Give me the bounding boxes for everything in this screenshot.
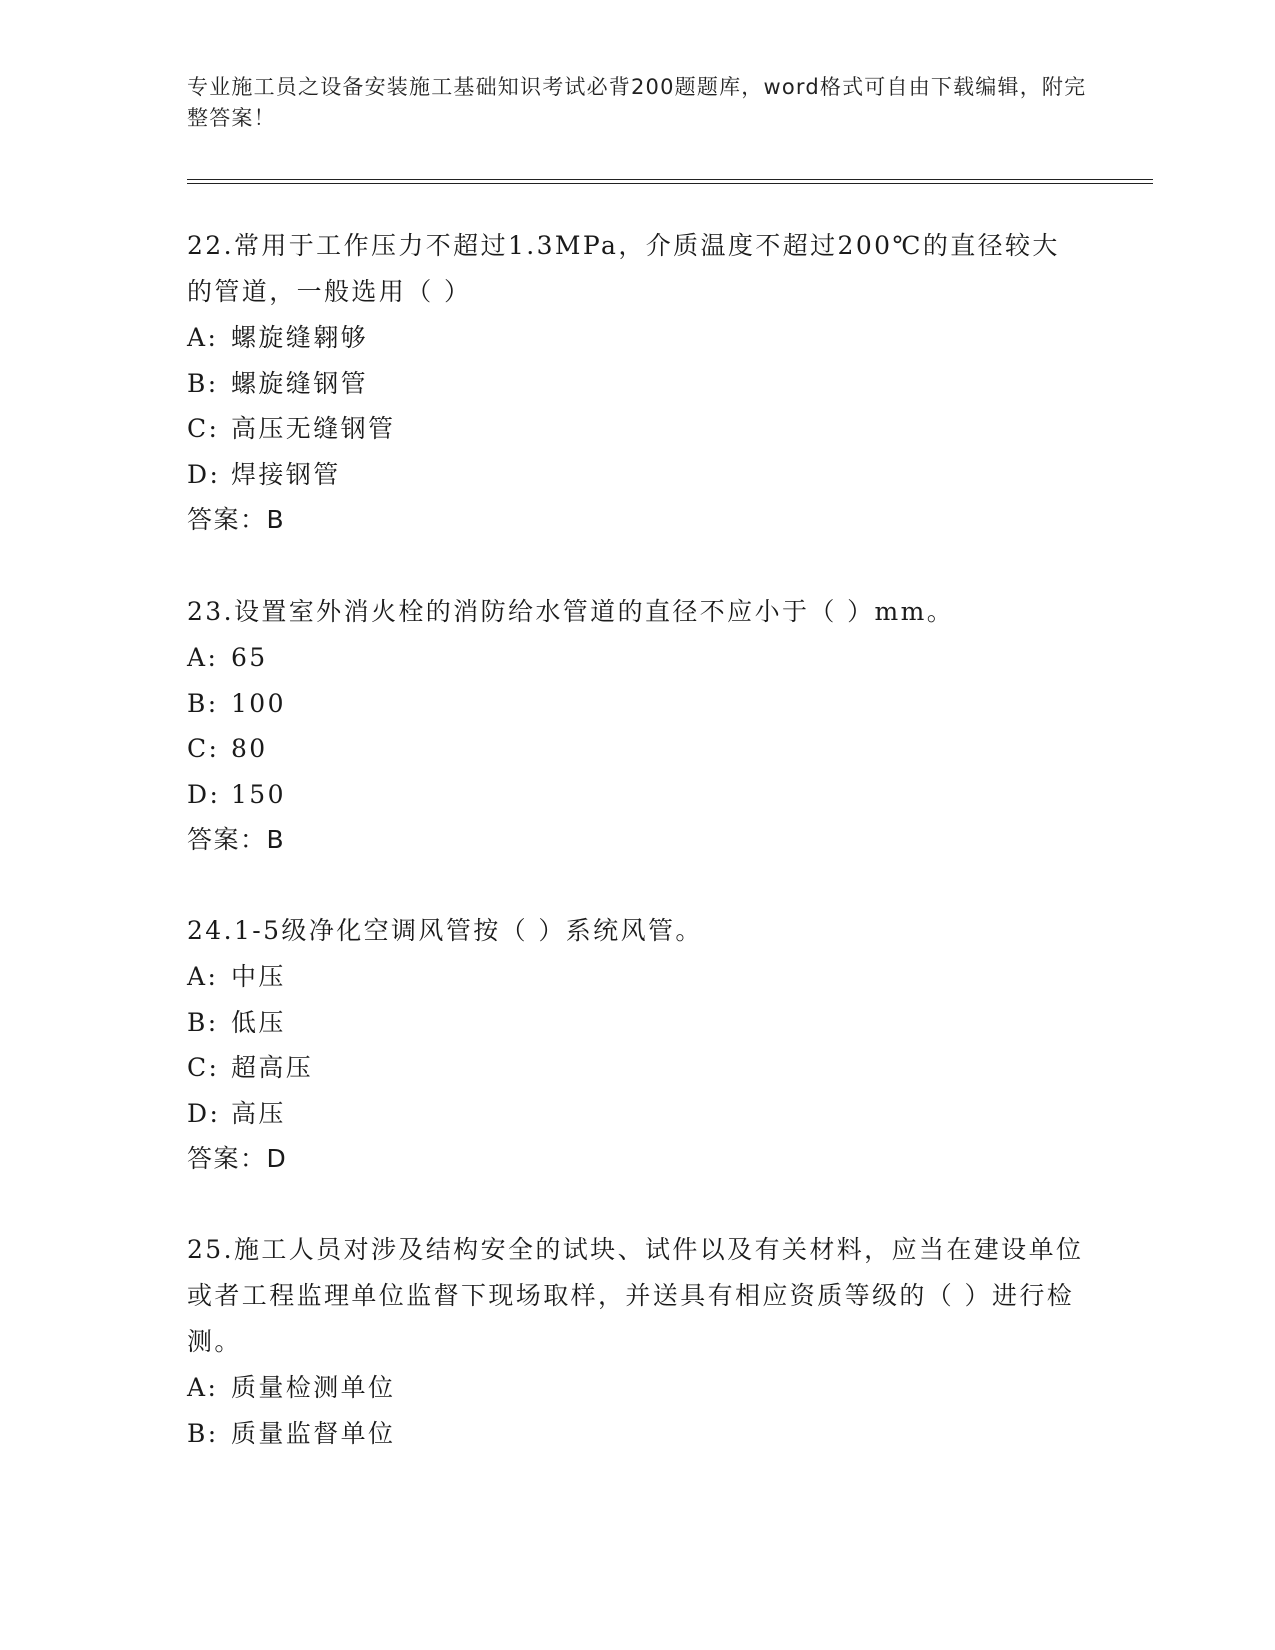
document-header: 专业施工员之设备安装施工基础知识考试必背200题题库，word格式可自由下载编辑，附完整答案！ — [187, 75, 1087, 130]
answer: 答案：B — [187, 825, 286, 854]
option-b: B: 螺旋缝钢管 — [187, 368, 369, 398]
document-page — [187, 72, 1087, 184]
option-d: D: 焊接钢管 — [187, 459, 341, 489]
option-a: A: 65 — [187, 643, 268, 672]
option-b: B: 100 — [187, 688, 286, 718]
option-a: A: 螺旋缝翱够 — [187, 323, 369, 352]
option-b: B: 低压 — [187, 1007, 286, 1037]
option-c: C: 超高压 — [187, 1053, 314, 1082]
option-d: D: 高压 — [187, 1098, 286, 1128]
option-a: A: 中压 — [187, 962, 286, 991]
question-text: 24.1-5级净化空调风管按（ ）系统风管。 — [187, 916, 703, 945]
option-a: A: 质量检测单位 — [187, 1373, 396, 1402]
header-divider — [187, 179, 1153, 184]
option-d: D: 150 — [187, 779, 286, 809]
question-22 — [187, 223, 1087, 543]
option-c: C: 高压无缝钢管 — [187, 414, 396, 443]
question-text: 22.常用于工作压力不超过1.3MPa，介质温度不超过200℃的直径较大的管道，一般选用（ ） — [187, 231, 1060, 306]
answer: 答案：D — [187, 1144, 288, 1173]
answer: 答案：B — [187, 505, 286, 534]
question-23 — [187, 589, 1087, 863]
option-c: C: 80 — [187, 734, 268, 763]
option-b: B: 质量监督单位 — [187, 1418, 396, 1448]
question-text: 25.施工人员对涉及结构安全的试块、试件以及有关材料，应当在建设单位或者工程监理单位监督下现场取样，并送具有相应资质等级的（ ）进行检测。 — [187, 1235, 1084, 1356]
question-text: 23.设置室外消火栓的消防给水管道的直径不应小于（ ）mm。 — [187, 597, 955, 626]
question-24 — [187, 908, 1087, 1182]
question-25 — [187, 1227, 1087, 1456]
